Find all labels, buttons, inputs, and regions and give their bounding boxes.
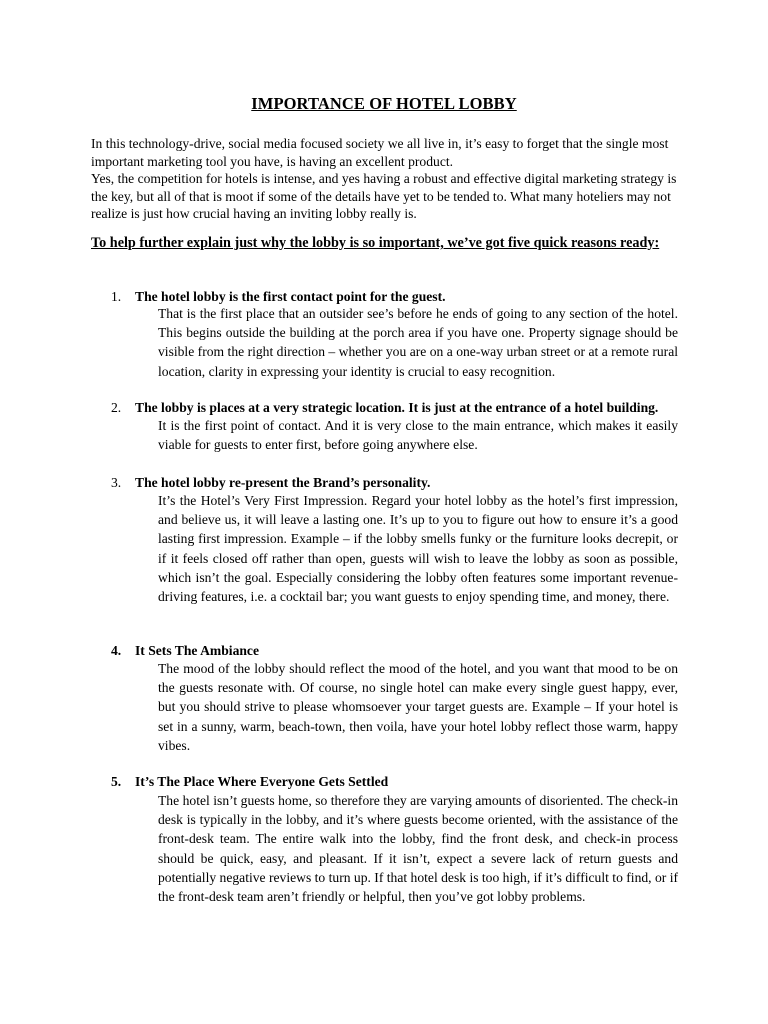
list-item-body: The hotel isn’t guests home, so therefore they are varying amounts of disoriented. The check-in desk is typically in the lobby, and it’s where guests become oriented, with the assistance of the front-desk team. The entire walk into the lobby, find the front desk, and check-in process should be quick, easy, and pleasant. If it isn’t, expect a severe lack of return guests and potentially negative reviews to turn up. If that hotel desk is too high, if it’s difficult to find, or if the front-desk team aren’t friendly or helpful, then you’ve got lobby problems. xyxy=(158,793,678,905)
list-item-body: That is the first place that an outsider see’s before he ends of going to any section of the hotel. This begins outside the building at the porch area if you have one. Property signage should be visible from the right direction – whether you are on a one-way urban street or at a remote rural location, clarity in expressing your identity is crucial to easy recognition. xyxy=(158,306,678,379)
intro-section xyxy=(91,135,691,223)
list-item-body: It is the first point of contact. And it is very close to the main entrance, which makes it easily viable for guests to enter first, before going anywhere else. xyxy=(158,418,678,452)
list-item-number: 5. xyxy=(111,774,122,789)
list-item-number: 1. xyxy=(111,289,122,304)
list-item-body: It’s the Hotel’s Very First Impression. Regard your hotel lobby as the hotel’s first impression, and believe us, it will leave a lasting one. It’s up to you to figure out how to ensure it’s a good lasting first impression. Example – if the lobby smells funky or the furniture looks decrepit, or if it feels closed off rather than open, guests will wish to leave the lobby as soon as possible, which isn’t the goal. Especially considering the lobby often features some important revenue-driving features, i.e. a cocktail bar; you want guests to enjoy spending time, and money, there. xyxy=(158,493,678,605)
list-item-title: The hotel lobby is the first contact point for the guest. xyxy=(135,289,446,304)
list-item-number: 3. xyxy=(111,475,122,490)
reasons-heading: To help further explain just why the lobby is so important, we’ve got five quick reasons ready: xyxy=(91,235,660,251)
list-item-number: 2. xyxy=(111,400,122,415)
list-item-title: The lobby is places at a very strategic location. It is just at the entrance of a hotel building. xyxy=(135,400,659,415)
list-item-heading xyxy=(111,288,446,305)
intro-paragraph: Yes, the competition for hotels is intense, and yes having a robust and effective digital marketing strategy is the key, but all of that is moot if some of the details have yet to be tended to. What many hoteliers may not realize is just how crucial having an inviting lobby really is. xyxy=(91,171,677,221)
document-title: IMPORTANCE OF HOTEL LOBBY xyxy=(251,94,517,113)
intro-paragraph: In this technology-drive, social media focused society we all live in, it’s easy to forget that the single most important marketing tool you have, is having an excellent product. xyxy=(91,136,669,169)
list-item-heading xyxy=(111,773,388,790)
list-item-title: It Sets The Ambiance xyxy=(135,643,259,658)
list-item-title: The hotel lobby re-present the Brand’s personality. xyxy=(135,475,431,490)
list-item-heading xyxy=(111,399,658,416)
list-item-title: It’s The Place Where Everyone Gets Settled xyxy=(135,774,389,789)
list-item-heading xyxy=(111,642,259,659)
list-item-body: The mood of the lobby should reflect the mood of the hotel, and you want that mood to be on the guests resonate with. Of course, no single hotel can make every single guest happy, ever, but you should strive to please whomsoever your target guests are. Example – If your hotel is set in a sunny, warm, beach-town, then voila, have your hotel lobby reflect those warm, happy vibes. xyxy=(158,661,678,753)
list-item-number: 4. xyxy=(111,643,122,658)
list-item-heading xyxy=(111,474,430,491)
